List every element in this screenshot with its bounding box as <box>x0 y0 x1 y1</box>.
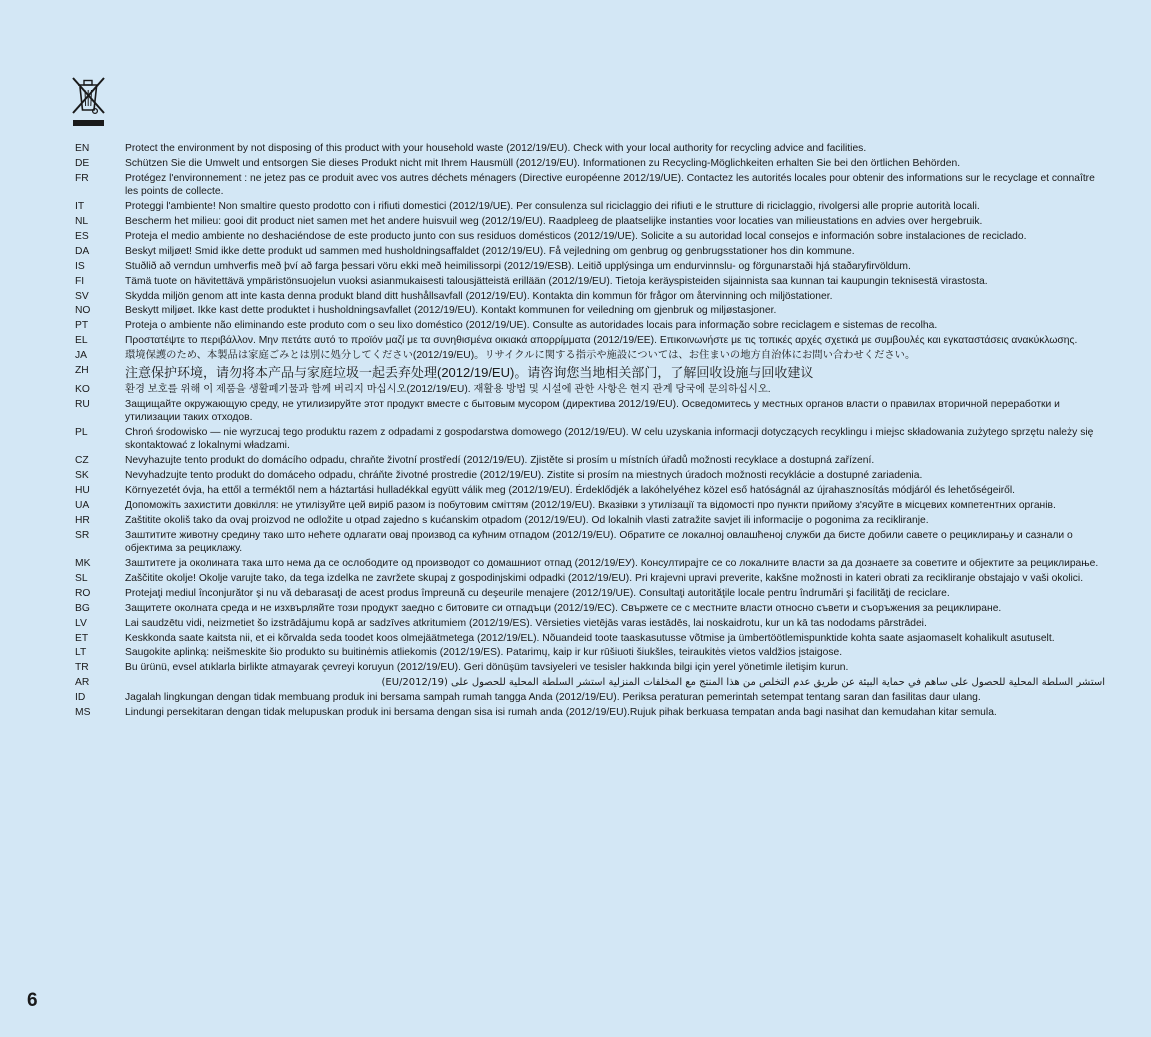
notice-text: Заштитите животну средину тако што нећете одлагати овај производ са кућним отпадом (2012/19/EU). Обратите се локалној овлашћеној служби да бисте добили савете о рециклирању и сазнали о објектима за рециклажу. <box>125 529 1073 555</box>
notice-text: Saugokite aplinką: neišmeskite šio produkto su buitinėmis atliekomis (2012/19/ES). Patarimų, kaip ir kur rūšiuoti šiukšles, teiraukitės vietos valdžios įstaigose. <box>125 647 843 659</box>
language-code: DA <box>75 245 90 257</box>
language-code: NO <box>75 305 91 317</box>
language-code: MK <box>75 557 91 569</box>
notice-text: Protejaţi mediul înconjurător şi nu vă debarasaţi de acest produs împreună cu deşeurile menajere (2012/19/UE). Consultaţi autorităţile locale pentru îndrumări şi facilităţi de reciclare. <box>125 587 950 599</box>
notice-text: Protect the environment by not disposing of this product with your household waste (2012/19/EU). Check with your local authority for recycling advice and facilities. <box>125 143 867 154</box>
notice-text: Tämä tuote on hävitettävä ympäristönsuojelun vuoksi asianmukaisesti talousjätteistä erillään (2012/19/EU). Tietoja keräyspisteiden sijainnista saa kunnan tai kaupungin teknisestä virastosta. <box>125 275 988 287</box>
notice-text: Bescherm het milieu: gooi dit product niet samen met het andere huisvuil weg (2012/19/EU). Raadpleeg de plaatselijke instanties voor locaties van milieustations en advies over hergebruik. <box>125 216 983 228</box>
notice-row-el <box>75 334 1105 347</box>
notice-row-en <box>75 142 1105 155</box>
notice-text: استشر السلطة المحلية للحصول على ساهم في حماية البيئة عن طريق عدم التخلص من هذا المنتج مع المخلفات المنزلية استشر السلطة المحلية للحصول على (2012/19/EU) <box>381 677 1105 689</box>
notice-row-ja <box>75 349 1105 362</box>
language-code: AR <box>75 677 90 689</box>
notice-row-hu <box>75 484 1105 497</box>
notice-text: Lai saudzētu vidi, neizmetiet šo izstrādājumu kopā ar sadzīves atkritumiem (2012/19/ES). Vērsieties vietējās varas iestādēs, lai noskaidrotu, kur un kā tas nododams pārstrādei. <box>125 617 927 629</box>
notice-text: Lindungi persekitaran dengan tidak melupuskan produk ini bersama dengan sisa isi rumah anda (2012/19/EU).Rujuk pihak berkuasa tempatan anda bagi nasihat dan kemudahan kitar semula. <box>125 707 997 719</box>
notice-text: Προστατέψτε το περιβάλλον. Μην πετάτε αυτό το προϊόν μαζί με τα συνηθισμένα οικιακά απορρίμματα (2012/19/ΕΕ). Επικοινωνήστε με τις τοπικές αρχές σχετικά με συμβουλές και εγκαταστάσεις ανακύκλωσης. <box>125 335 1078 347</box>
language-code: SL <box>75 572 88 584</box>
language-code: SV <box>75 290 89 302</box>
notice-row-pl <box>75 426 1105 453</box>
notice-row-sv <box>75 290 1105 303</box>
notice-text: Schützen Sie die Umwelt und entsorgen Sie dieses Produkt nicht mit Ihrem Hausmüll (2012/19/EU). Informationen zu Recycling-Möglichkeiten erhalten Sie bei den örtlichen Behörden. <box>125 157 961 169</box>
recycling-notice-list <box>75 142 1105 721</box>
notice-row-it <box>75 200 1105 213</box>
notice-row-fr <box>75 172 1105 199</box>
notice-row-ar <box>75 676 1105 689</box>
notice-row-fi <box>75 275 1105 288</box>
notice-text: 注意保护环境，请勿将本产品与家庭垃圾一起丢弃处理(2012/19/EU)。请咨询您当地相关部门，了解回收设施与回收建议 <box>125 365 814 381</box>
language-code: ZH <box>75 365 89 377</box>
notice-text: Beskyt miljøet! Smid ikke dette produkt ud sammen med husholdningsaffaldet (2012/19/EU). Få vejledning om genbrug og genbrugsstationer hos din kommune. <box>125 245 855 257</box>
notice-text: Допоможіть захистити довкілля: не утилізуйте цей виріб разом із побутовим сміттям (2012/19/EU). Вказівки з утилізації та відомості про пункти прийому з'ясуйте в місцевих компетентних органів. <box>125 499 1056 511</box>
notice-text: Защитете околната среда и не изхвърляйте този продукт заедно с битовите си отпадъци (2012/19/ЕС). Свържете се с местните власти относно съвети и съоръжения за рециклиране. <box>125 602 1002 614</box>
notice-row-da <box>75 245 1105 258</box>
language-code: LV <box>75 617 87 629</box>
notice-text: Környezetét óvja, ha ettől a terméktől nem a háztartási hulladékkal együtt válik meg (2012/19/EU). Érdeklődjék a lakóhelyéhez közel eső hatóságnál az újrahasznosítás módjáról és lehetőségeiről. <box>125 484 1016 496</box>
language-code: RU <box>75 398 90 410</box>
language-code: HU <box>75 484 90 496</box>
notice-row-is <box>75 260 1105 273</box>
language-code: ES <box>75 230 89 242</box>
notice-row-nl <box>75 215 1105 228</box>
language-code: TR <box>75 662 89 674</box>
language-code: FR <box>75 172 89 184</box>
notice-text: Keskkonda saate kaitsta nii, et ei kõrvalda seda toodet koos olmejäätmetega (2012/19/EL). Nõuandeid toote taaskasutusse võtmise ja ümbertöötlemispunktide kohta saate asjaomaselt kohalikult asutuselt. <box>125 632 1055 644</box>
notice-text: Nevyhadzujte tento produkt do domáceho odpadu, chráňte životné prostredie (2012/19/EU). Zistite si prosím na miestnych úradoch možnosti recyklácie a dostupné zariadenia. <box>125 470 923 482</box>
notice-row-sr <box>75 529 1105 556</box>
notice-text: Jagalah lingkungan dengan tidak membuang produk ini bersama sampah rumah tangga Anda (2012/19/EU). Periksa peraturan pemerintah setempat tentang saran dan fasilitas daur ulang. <box>125 692 981 704</box>
language-code: KO <box>75 383 90 395</box>
language-code: EN <box>75 143 90 154</box>
language-code: IT <box>75 201 85 213</box>
notice-text: Zaščitite okolje! Okolje varujte tako, da tega izdelka ne zavržete skupaj z gospodinjskimi odpadki (2012/19/EU). Pri krajevni upravi preverite, kakšne možnosti in kateri obrati za recikliranje obstajajo v vaši okolici. <box>125 572 1084 584</box>
notice-row-ru <box>75 398 1105 425</box>
notice-text: Proteggi l'ambiente! Non smaltire questo prodotto con i rifiuti domestici (2012/19/UE). Per consulenza sul riciclaggio dei rifiuti e le strutture di riciclaggio, rivolgersi alle proprie autorità locali. <box>125 201 980 213</box>
notice-row-sk <box>75 469 1105 482</box>
language-code: LT <box>75 647 87 659</box>
notice-row-lt <box>75 646 1105 659</box>
language-code: SR <box>75 529 90 541</box>
notice-text: Proteja o ambiente não eliminando este produto com o seu lixo doméstico (2012/19/UE). Consulte as autoridades locais para informação sobre reciclagem e sistemas de recolha. <box>125 320 938 332</box>
language-code: JA <box>75 350 88 362</box>
notice-row-mk <box>75 557 1105 570</box>
notice-text: Защищайте окружающую среду, не утилизируйте этот продукт вместе с бытовым мусором (директива 2012/19/EU). Осведомитесь у местных органов власти о правилах вторичной переработки и утилизации таких отходов. <box>125 398 1060 423</box>
notice-row-ua <box>75 499 1105 512</box>
notice-text: Stuðlið að verndun umhverfis með því að farga þessari vöru ekki með heimilissorpi (2012/19/ESB). Leitið upplýsinga um endurvinnslu- og förgunarstaði hjá staðaryfirvöldum. <box>125 260 911 272</box>
notice-row-sl <box>75 572 1105 585</box>
notice-text: Nevyhazujte tento produkt do domácího odpadu, chraňte životní prostředí (2012/19/EU). Zjistěte si prosím u místních úřadů možnosti recyklace a dostupná zařízení. <box>125 455 875 467</box>
language-code: UA <box>75 499 90 511</box>
notice-row-ms <box>75 706 1105 719</box>
notice-text: Skydda miljön genom att inte kasta denna produkt bland ditt hushållsavfall (2012/19/EU). Kontakta din kommun för frågor om återvinning och miljöstationer. <box>125 290 833 302</box>
language-code: CZ <box>75 455 89 467</box>
notice-text: Bu ürünü, evsel atıklarla birlikte atmayarak çevreyi koruyun (2012/19/EU). Geri dönüşüm tavsiyeleri ve tesisler hakkında bilgi için yerel yönetimle iletişim kurun. <box>125 662 849 674</box>
language-code: FI <box>75 275 85 287</box>
notice-text: 環境保護のため、本製品は家庭ごみとは別に処分してください(2012/19/EU)。リサイクルに関する指示や施設については、お住まいの地方自治体にお問い合わせください。 <box>125 350 916 362</box>
notice-row-tr <box>75 661 1105 674</box>
notice-row-pt <box>75 319 1105 332</box>
notice-row-es <box>75 230 1105 243</box>
language-code: HR <box>75 514 90 526</box>
notice-row-ro <box>75 587 1105 600</box>
notice-row-lv <box>75 617 1105 630</box>
language-code: ET <box>75 632 89 644</box>
language-code: EL <box>75 335 88 347</box>
notice-row-bg <box>75 602 1105 615</box>
language-code: BG <box>75 602 90 614</box>
notice-row-et <box>75 632 1105 645</box>
notice-row-cz <box>75 454 1105 467</box>
language-code: PT <box>75 320 89 332</box>
notice-row-ko <box>75 383 1105 396</box>
page-number: 6 <box>27 990 38 1011</box>
language-code: ID <box>75 692 86 704</box>
notice-row-hr <box>75 514 1105 527</box>
notice-text: 환경 보호를 위해 이 제품을 생활폐기물과 함께 버리지 마십시오(2012/19/EU). 재활용 방법 및 시설에 관한 사항은 현지 관계 당국에 문의하십시오. <box>125 383 771 395</box>
notice-text: Protégez l'environnement : ne jetez pas ce produit avec vos autres déchets ménagers (Directive européenne 2012/19/UE). Contactez les autorités locales pour obtenir des informations sur le recyclage et connaître les points de collecte. <box>125 172 1095 198</box>
notice-row-zh <box>75 364 1105 381</box>
weee-crossed-bin-icon <box>70 74 108 130</box>
language-code: SK <box>75 470 89 482</box>
language-code: PL <box>75 426 88 438</box>
notice-text: Beskytt miljøet. Ikke kast dette produktet i husholdningsavfallet (2012/19/EU). Kontakt kommunen for veiledning om gjenbruk og miljøstasjoner. <box>125 305 777 317</box>
language-code: RO <box>75 587 91 599</box>
notice-row-id <box>75 691 1105 704</box>
language-code: NL <box>75 216 89 228</box>
language-code: DE <box>75 157 90 169</box>
language-code: IS <box>75 260 85 272</box>
notice-row-de <box>75 157 1105 170</box>
notice-row-no <box>75 304 1105 317</box>
notice-text: Proteja el medio ambiente no deshaciéndose de este producto junto con sus residuos domésticos (2012/19/UE). Solicite a su autoridad local consejos e información sobre instalaciones de reciclado. <box>125 230 1027 242</box>
notice-text: Заштитете ја околината така што нема да се ослободите од производот со домашниот отпад (2012/19/ЕУ). Консултирајте се со локалните власти за да дознаете за советите и објектите за рециклирање. <box>125 557 1099 569</box>
notice-text: Zaštitite okoliš tako da ovaj proizvod ne odložite u otpad zajedno s kućanskim otpadom (2012/19/EU). Od lokalnih vlasti zatražite savjet ili informacije o pogonima za recikliranje. <box>125 514 929 526</box>
language-code: MS <box>75 707 91 719</box>
notice-text: Chroń środowisko — nie wyrzucaj tego produktu razem z odpadami z gospodarstwa domowego (2012/19/EU). W celu uzyskania informacji dotyczących recyklingu i miejsc składowania zużytego sprzętu należy się skontaktować z lokalnymi władzami. <box>125 426 1094 452</box>
